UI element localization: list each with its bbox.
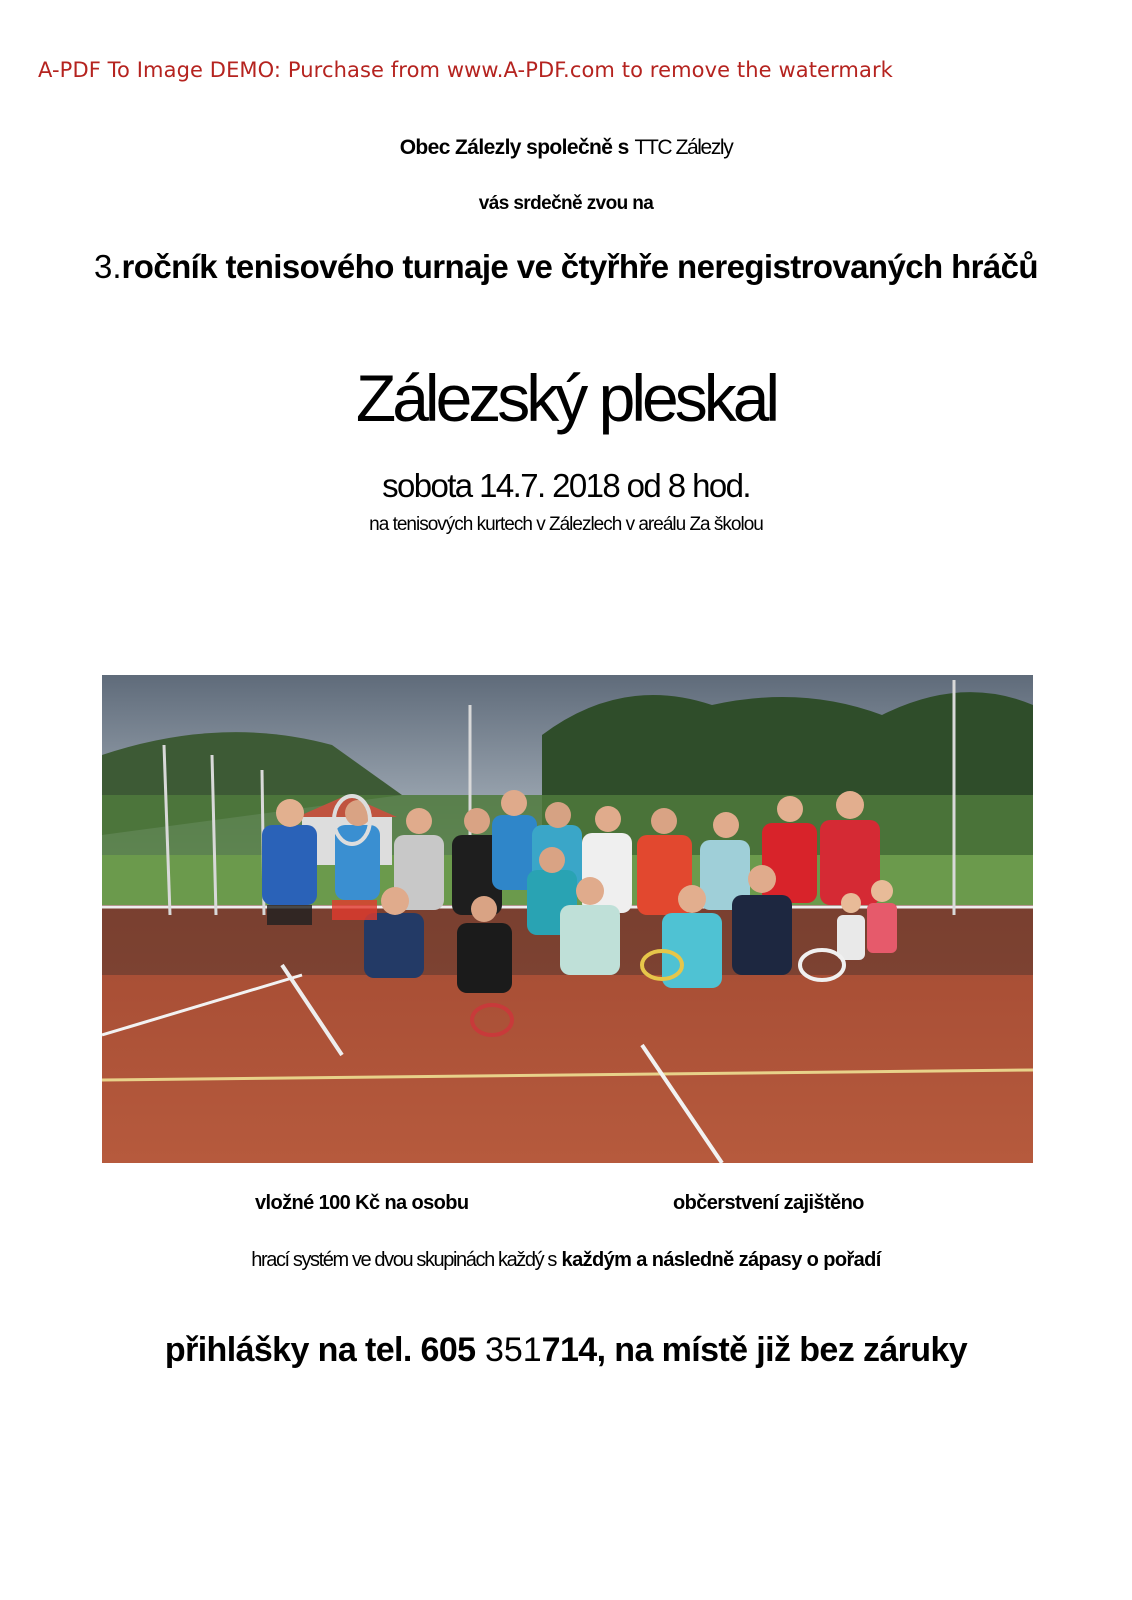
game-system-bold: každým a následně zápasy o pořadí xyxy=(561,1249,881,1271)
signup-line xyxy=(0,1331,1132,1370)
watermark-text: A-PDF To Image DEMO: Purchase from www.A-PDF.com to remove the watermark xyxy=(38,58,893,82)
edition-number: 3. xyxy=(94,248,122,285)
entry-fee: vložné 100 Kč na osobu xyxy=(255,1192,469,1214)
organizers-bold: Obec Zálezly společně s xyxy=(399,136,629,159)
event-title: Zálezský pleskal xyxy=(355,361,777,435)
signup-part1: přihlášky na tel. 605 xyxy=(164,1331,476,1369)
signup-part2: 351 xyxy=(484,1331,542,1369)
edition-line xyxy=(0,248,1132,286)
event-venue: na tenisových kurtech v Zálezlech v areálu Za školou xyxy=(369,514,763,535)
invite-line: vás srdečně zvou na xyxy=(478,193,654,214)
game-system-line xyxy=(0,1249,1132,1272)
organizers-club: TTC Zálezly xyxy=(634,136,733,159)
signup-part3: 714, na místě již bez záruky xyxy=(541,1331,968,1369)
refreshments-note: občerstvení zajištěno xyxy=(673,1192,864,1214)
event-date: sobota 14.7. 2018 od 8 hod. xyxy=(382,467,750,504)
edition-text: ročník tenisového turnaje ve čtyřhře neregistrovaných hráčů xyxy=(121,248,1038,285)
group-photo xyxy=(102,675,1033,1163)
group-photo-image xyxy=(102,675,1033,1163)
organizers-line xyxy=(0,136,1132,160)
game-system-normal: hrací systém ve dvou skupinách každý s xyxy=(251,1249,556,1271)
